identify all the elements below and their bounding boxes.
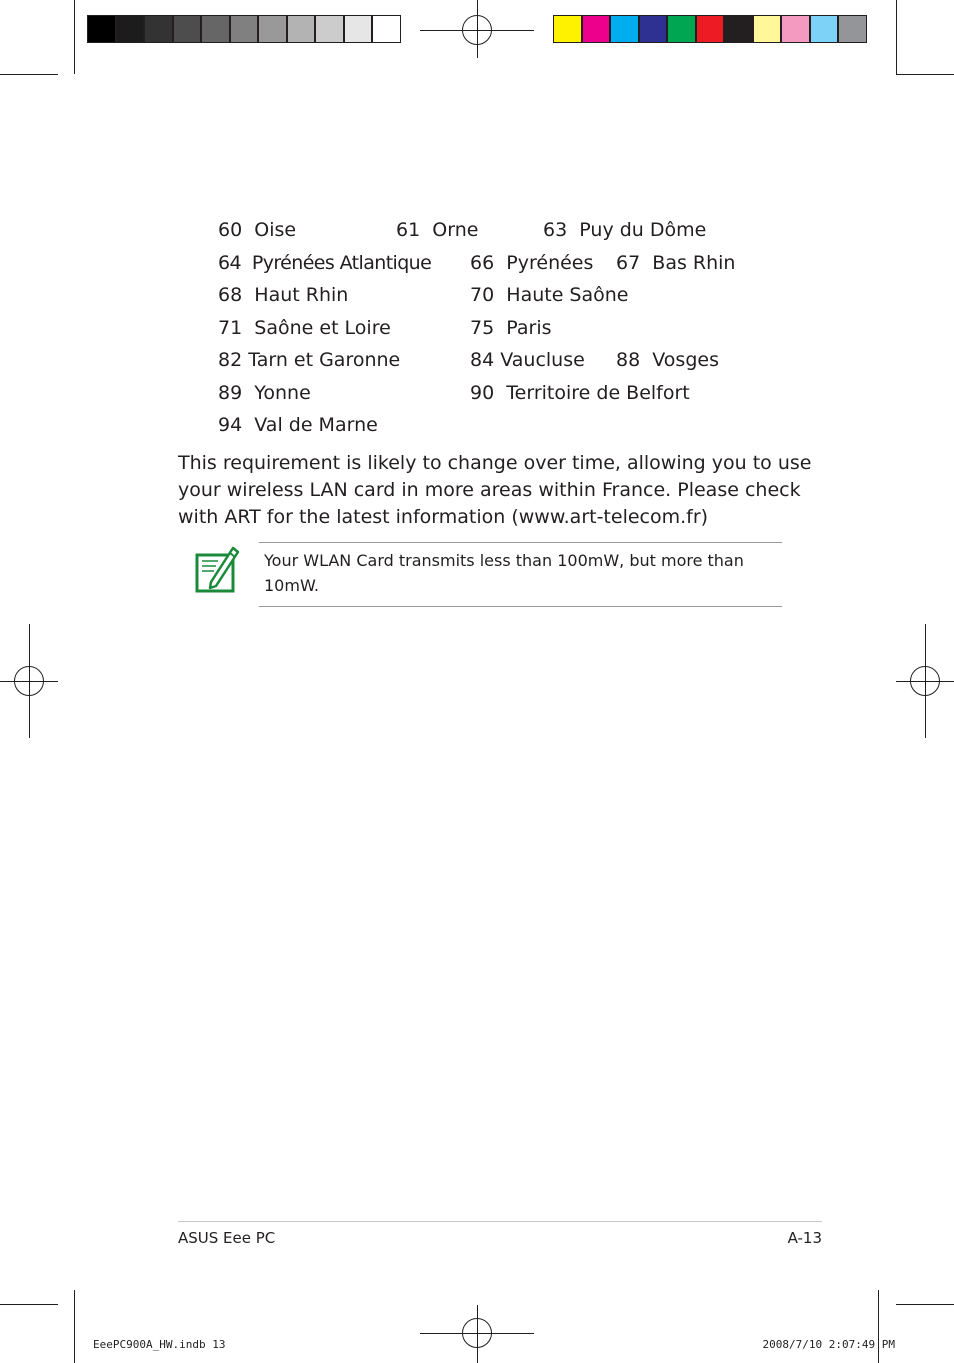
slug-filename: EeePC900A_HW.indb 13 [93,1338,226,1351]
footer-rule [178,1221,822,1222]
color-swatch [753,15,782,43]
department-item: 67 Bas Rhin [616,252,736,274]
department-item: 63 Puy du Dôme [543,219,707,241]
note-line: 10mW. [264,576,320,595]
color-swatch [667,15,696,43]
color-swatch [201,15,230,43]
department-item: 75 Paris [470,317,552,339]
paragraph-line: your wireless LAN card in more areas within France. Please check [178,479,801,501]
department-item: 60 Oise [218,219,297,241]
department-item: 64 Pyrénées Atlantique [218,252,432,274]
department-item: 88 Vosges [616,349,719,371]
requirement-paragraph [178,450,812,531]
department-item: 61 Orne [396,219,479,241]
note-pencil-icon [192,544,240,596]
color-swatch [315,15,344,43]
color-swatch [781,15,810,43]
color-swatch [258,15,287,43]
department-item: 70 Haute Saône [470,284,629,306]
footer-left: ASUS Eee PC [178,1229,276,1247]
color-swatch [87,15,116,43]
color-swatch [344,15,373,43]
color-swatch [639,15,668,43]
department-item: 89 Yonne [218,382,311,404]
department-item: 68 Haut Rhin [218,284,349,306]
note-line: Your WLAN Card transmits less than 100mW, but more than [264,551,744,570]
note-text [264,548,774,598]
color-swatch [173,15,202,43]
department-item: 66 Pyrénées [470,252,594,274]
color-swatch [610,15,639,43]
color-swatch [810,15,839,43]
color-swatch [230,15,259,43]
color-swatch [144,15,173,43]
color-swatch [838,15,867,43]
department-item: 94 Val de Marne [218,414,378,436]
paragraph-line: This requirement is likely to change over time, allowing you to use [178,452,812,474]
slug-timestamp: 2008/7/10 2:07:49 PM [762,1338,895,1351]
color-swatch [287,15,316,43]
department-item: 71 Saône et Loire [218,317,391,339]
color-swatch [116,15,145,43]
color-swatch [553,15,582,43]
color-swatch [724,15,753,43]
department-item: 84 Vaucluse [470,349,585,371]
department-item: 90 Territoire de Belfort [470,382,690,404]
department-item: 82 Tarn et Garonne [218,349,401,371]
color-swatch [372,15,401,43]
color-swatch [696,15,725,43]
color-swatch [582,15,611,43]
paragraph-line: with ART for the latest information (www.art-telecom.fr) [178,506,709,528]
footer-page-number: A-13 [787,1229,822,1247]
